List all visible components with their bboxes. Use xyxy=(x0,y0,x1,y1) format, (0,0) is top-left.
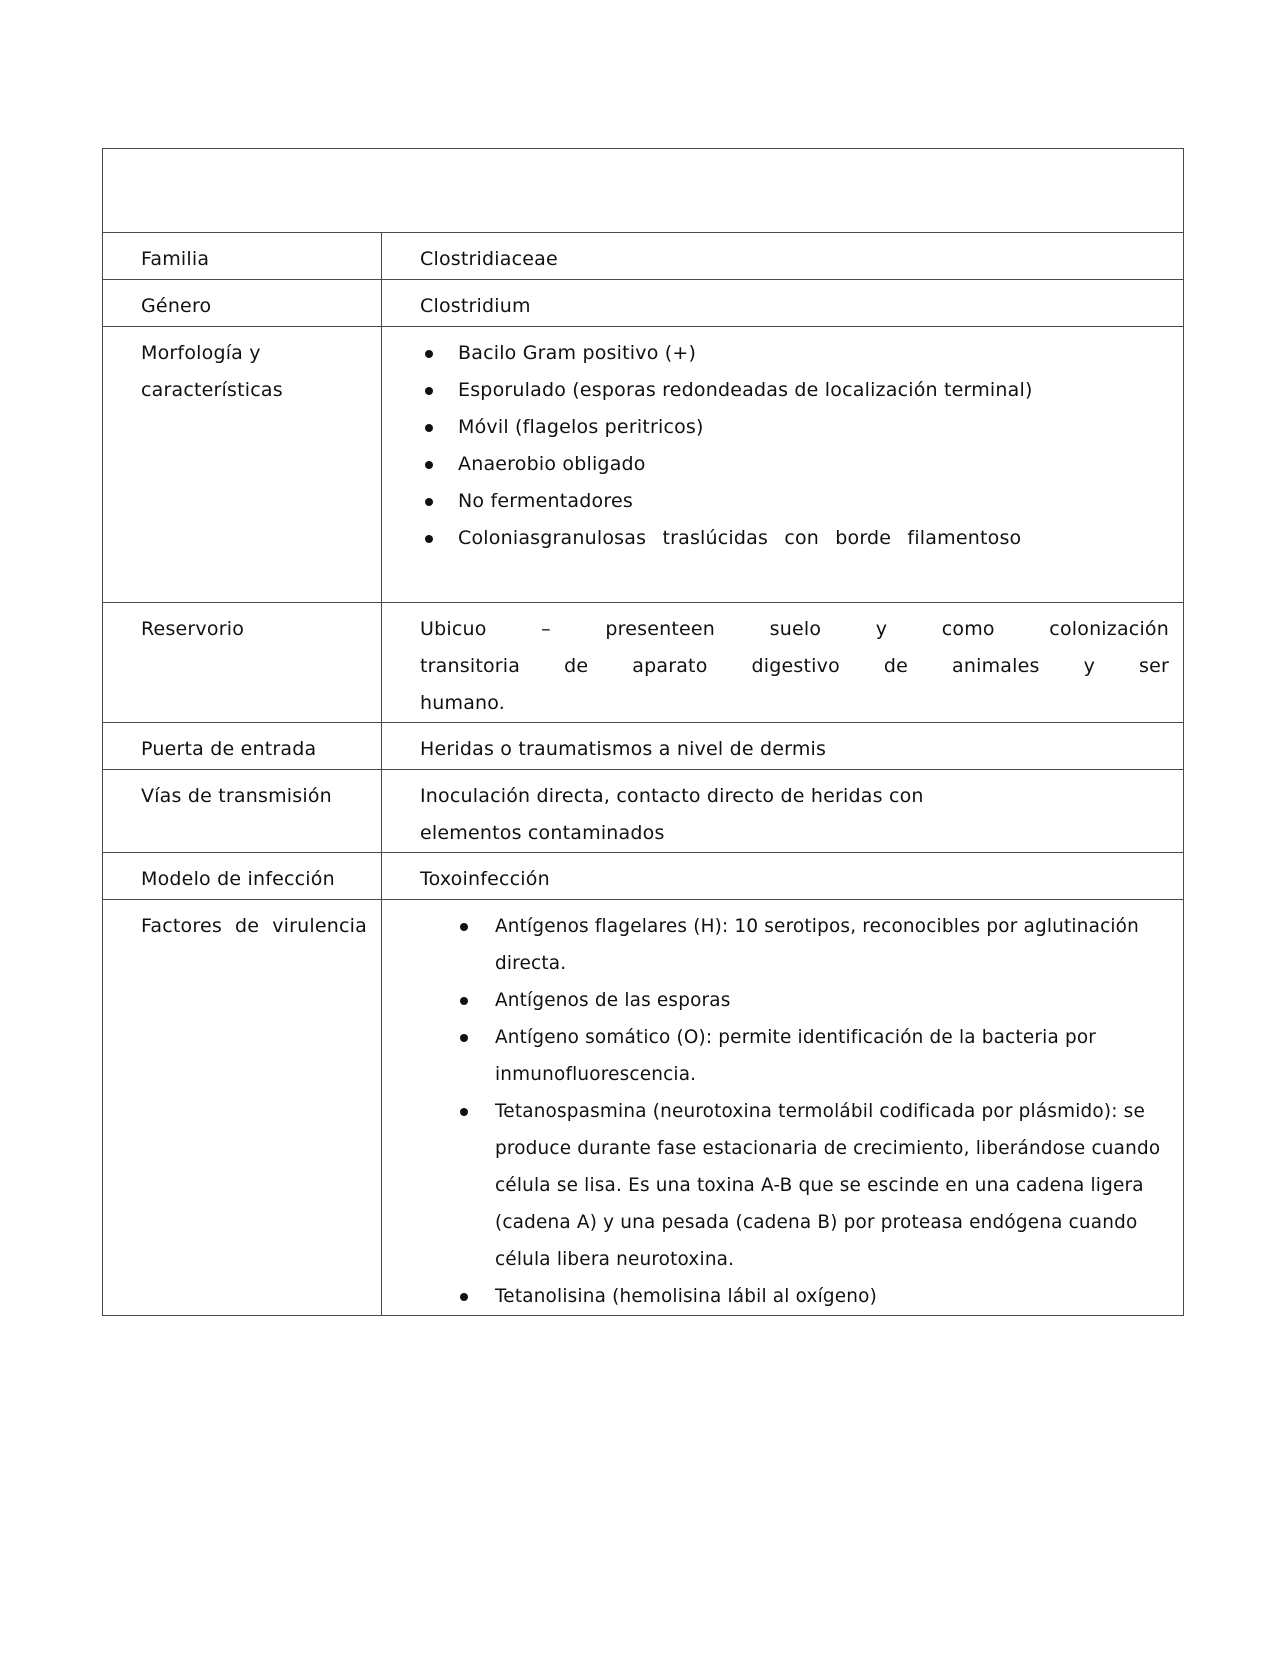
label-factores-text: Factores de virulencia xyxy=(141,915,367,937)
row-morfologia xyxy=(103,327,1184,603)
value-reservorio xyxy=(382,603,1184,723)
reservorio-line-3: humano. xyxy=(420,692,506,714)
morfologia-list xyxy=(420,335,1169,557)
vias-line-1: Inoculación directa, contacto directo de heridas con xyxy=(420,785,924,807)
label-factores xyxy=(103,900,382,1316)
value-factores xyxy=(382,900,1184,1316)
list-item: Anaerobio obligado xyxy=(458,446,1169,483)
list-item: Coloniasgranulosas traslúcidas con borde filamentoso xyxy=(458,520,1169,557)
label-familia: Familia xyxy=(103,233,382,280)
row-familia xyxy=(103,233,1184,280)
row-reservorio xyxy=(103,603,1184,723)
label-morfologia xyxy=(103,327,382,603)
label-vias: Vías de transmisión xyxy=(103,770,382,853)
value-genero: Clostridium xyxy=(382,280,1184,327)
value-familia: Clostridiaceae xyxy=(382,233,1184,280)
reservorio-line-2: transitoria de aparato digestivo de animales y ser xyxy=(420,655,1169,677)
reservorio-line-1: Ubicuo – presenteen suelo y como colonización xyxy=(420,618,1169,640)
row-vias xyxy=(103,770,1184,853)
label-reservorio: Reservorio xyxy=(103,603,382,723)
row-factores xyxy=(103,900,1184,1316)
header-row xyxy=(103,149,1184,233)
list-item: Antígenos de las esporas xyxy=(495,982,1197,1019)
factores-list xyxy=(420,908,1197,1315)
header-cell xyxy=(103,149,1184,233)
value-morfologia xyxy=(382,327,1184,603)
value-vias xyxy=(382,770,1184,853)
list-item: No fermentadores xyxy=(458,483,1169,520)
value-puerta: Heridas o traumatismos a nivel de dermis xyxy=(382,723,1184,770)
list-item: Antígeno somático (O): permite identificación de la bacteria por inmunofluorescencia. xyxy=(495,1019,1197,1093)
vias-line-2: elementos contaminados xyxy=(420,822,665,844)
label-morfologia-text: Morfología y características xyxy=(141,342,283,401)
label-genero: Género xyxy=(103,280,382,327)
info-table xyxy=(102,148,1184,1316)
label-modelo: Modelo de infección xyxy=(103,853,382,900)
list-item: Antígenos flagelares (H): 10 serotipos, reconocibles por aglutinación directa. xyxy=(495,908,1197,982)
row-puerta xyxy=(103,723,1184,770)
value-modelo: Toxoinfección xyxy=(382,853,1184,900)
row-modelo xyxy=(103,853,1184,900)
list-item: Móvil (flagelos peritricos) xyxy=(458,409,1169,446)
list-item: Bacilo Gram positivo (+) xyxy=(458,335,1169,372)
list-item: Tetanospasmina (neurotoxina termolábil codificada por plásmido): se produce durante fase estacionaria de crecimiento, liberándose cuando célula se lisa. Es una toxina A-B que se escinde en una cadena ligera (cadena A) y una pesada (cadena B) por proteasa endógena cuando célula libera neurotoxina. xyxy=(495,1093,1197,1278)
list-item: Tetanolisina (hemolisina lábil al oxígeno) xyxy=(495,1278,1197,1315)
row-genero xyxy=(103,280,1184,327)
list-item: Esporulado (esporas redondeadas de localización terminal) xyxy=(458,372,1169,409)
label-puerta: Puerta de entrada xyxy=(103,723,382,770)
